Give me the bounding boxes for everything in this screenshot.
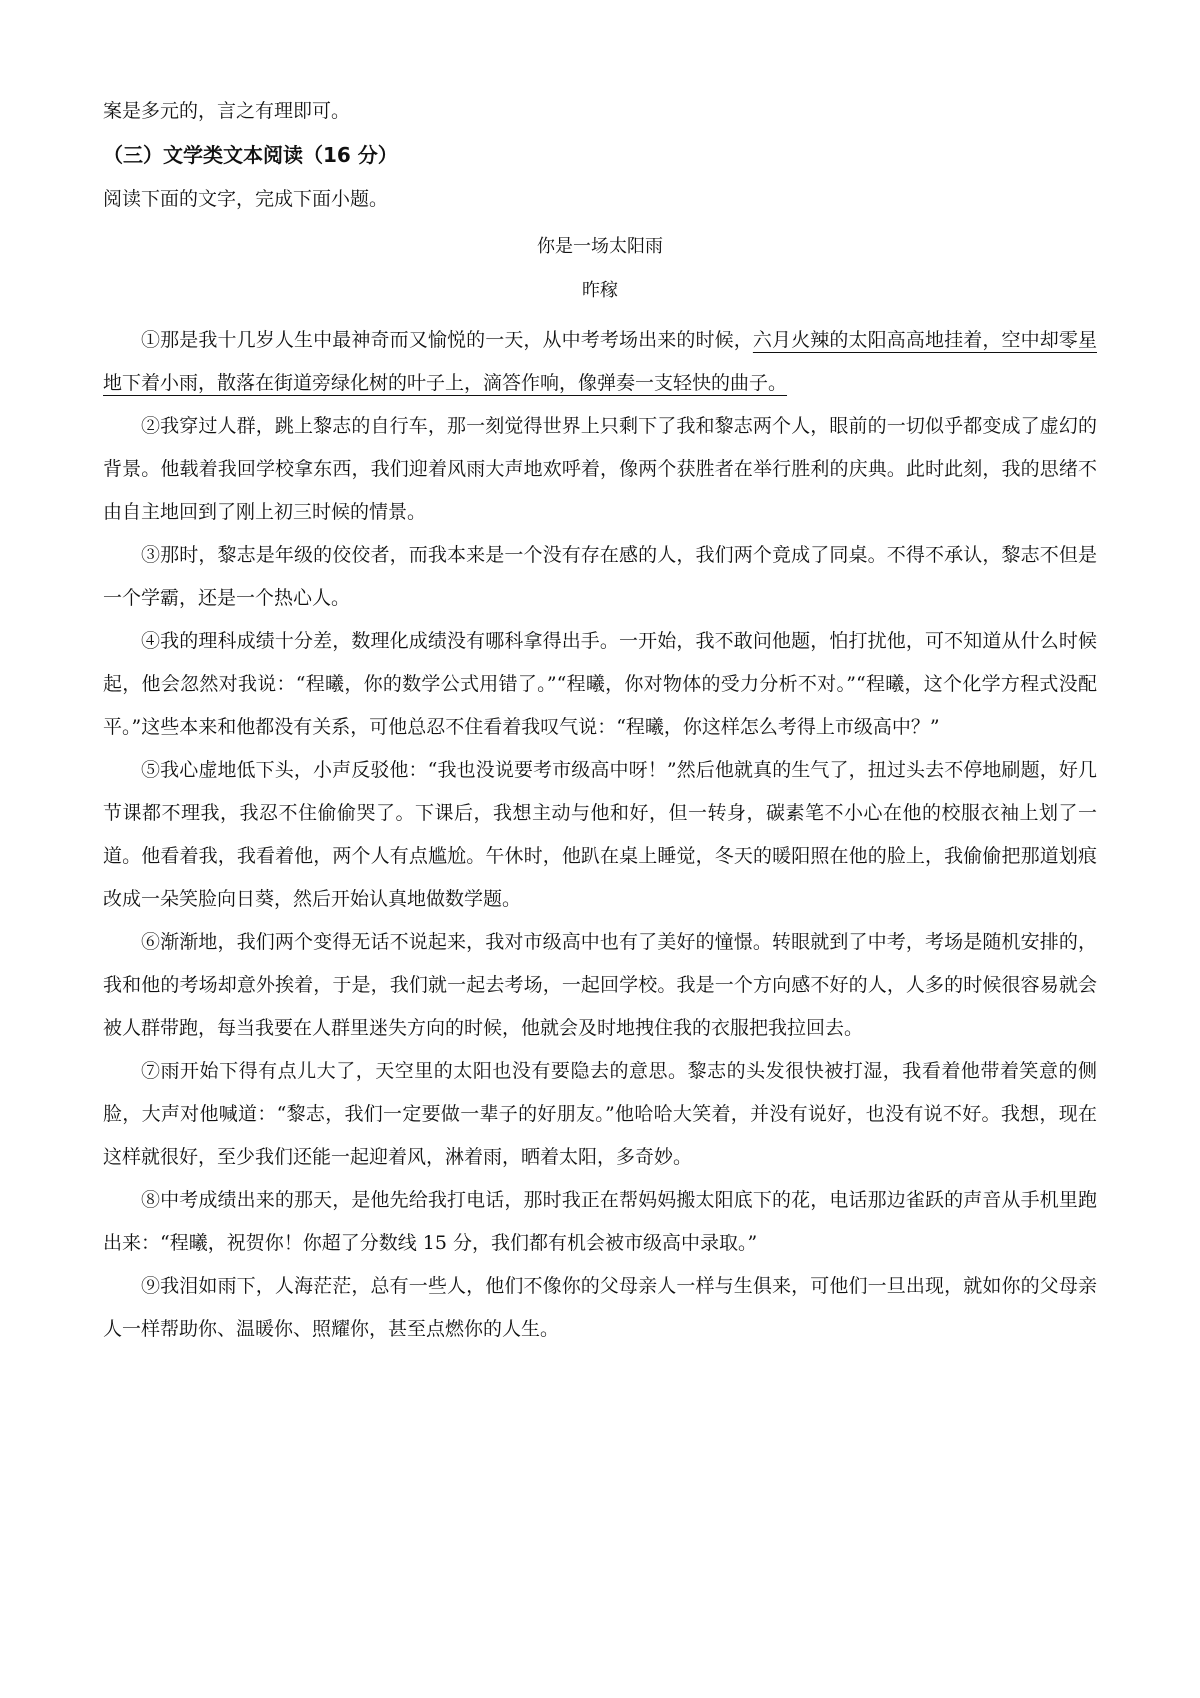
- paragraph-9: ⑨我泪如雨下，人海茫茫，总有一些人，他们不像你的父母亲人一样与生俱来，可他们一旦出现，就如你的父母亲人一样帮助你、温暖你、照耀你，甚至点燃你的人生。: [103, 1275, 1097, 1340]
- paragraph-1-underlined-text: 六月火辣的太阳高高地挂着，空中却零星地下着小雨，散落在街道旁绿化树的叶子上，滴答作响，像弹奏一支轻快的曲子。: [103, 329, 1097, 394]
- paragraph-5: ⑤我心虚地低下头，小声反驳他：“我也没说要考市级高中呀！”然后他就真的生气了，扭过头去不停地刷题，好几节课都不理我，我忍不住偷偷哭了。下课后，我想主动与他和好，但一转身，碳素笔不小心在他的校服衣袖上划了一道。他看着我，我看着他，两个人有点尴尬。午休时，他趴在桌上睡觉，冬天的暖阳照在他的脸上，我偷偷把那道划痕改成一朵笑脸向日葵，然后开始认真地做数学题。: [103, 759, 1097, 910]
- section-heading: （三）文学类文本阅读（16 分）: [103, 143, 398, 167]
- instruction-line: 阅读下面的文字，完成下面小题。: [103, 188, 389, 210]
- article-author: 昨稼: [582, 280, 618, 301]
- paragraph-3: ③那时，黎志是年级的佼佼者，而我本来是一个没有存在感的人，我们两个竟成了同桌。不得不承认，黎志不但是一个学霸，还是一个热心人。: [103, 544, 1097, 609]
- paragraph-1: [103, 319, 1097, 405]
- paragraph-7: ⑦雨开始下得有点儿大了，天空里的太阳也没有要隐去的意思。黎志的头发很快被打湿，我看着他带着笑意的侧脸，大声对他喊道：“黎志，我们一定要做一辈子的好朋友。”他哈哈大笑着，并没有说好，也没有说不好。我想，现在这样就很好，至少我们还能一起迎着风，淋着雨，晒着太阳，多奇妙。: [103, 1060, 1097, 1168]
- paragraph-8: ⑧中考成绩出来的那天，是他先给我打电话，那时我正在帮妈妈搬太阳底下的花，电话那边雀跃的声音从手机里跑出来：“程曦，祝贺你！你超了分数线 15 分，我们都有机会被市级高中录取。”: [103, 1189, 1097, 1254]
- paragraph-1-text: ①那是我十几岁人生中最神奇而又愉悦的一天，从中考考场出来的时候，: [141, 329, 753, 351]
- paragraph-2: ②我穿过人群，跳上黎志的自行车，那一刻觉得世界上只剩下了我和黎志两个人，眼前的一切似乎都变成了虚幻的背景。他载着我回学校拿东西，我们迎着风雨大声地欢呼着，像两个获胜者在举行胜利的庆典。此时此刻，我的思绪不由自主地回到了刚上初三时候的情景。: [103, 415, 1097, 523]
- paragraph-4: ④我的理科成绩十分差，数理化成绩没有哪科拿得出手。一开始，我不敢问他题，怕打扰他，可不知道从什么时候起，他会忽然对我说：“程曦，你的数学公式用错了。”“程曦，你对物体的受力分析不对。”“程曦，这个化学方程式没配平。”这些本来和他都没有关系，可他总忍不住看着我叹气说：“程曦，你这样怎么考得上市级高中？”: [103, 630, 1097, 738]
- paragraph-6: ⑥渐渐地，我们两个变得无话不说起来，我对市级高中也有了美好的憧憬。转眼就到了中考，考场是随机安排的，我和他的考场却意外挨着，于是，我们就一起去考场，一起回学校。我是一个方向感不好的人，人多的时候很容易就会被人群带跑，每当我要在人群里迷失方向的时候，他就会及时地拽住我的衣服把我拉回去。: [103, 931, 1097, 1039]
- article-title: 你是一场太阳雨: [537, 236, 663, 257]
- carryover-line: 案是多元的，言之有理即可。: [103, 100, 351, 122]
